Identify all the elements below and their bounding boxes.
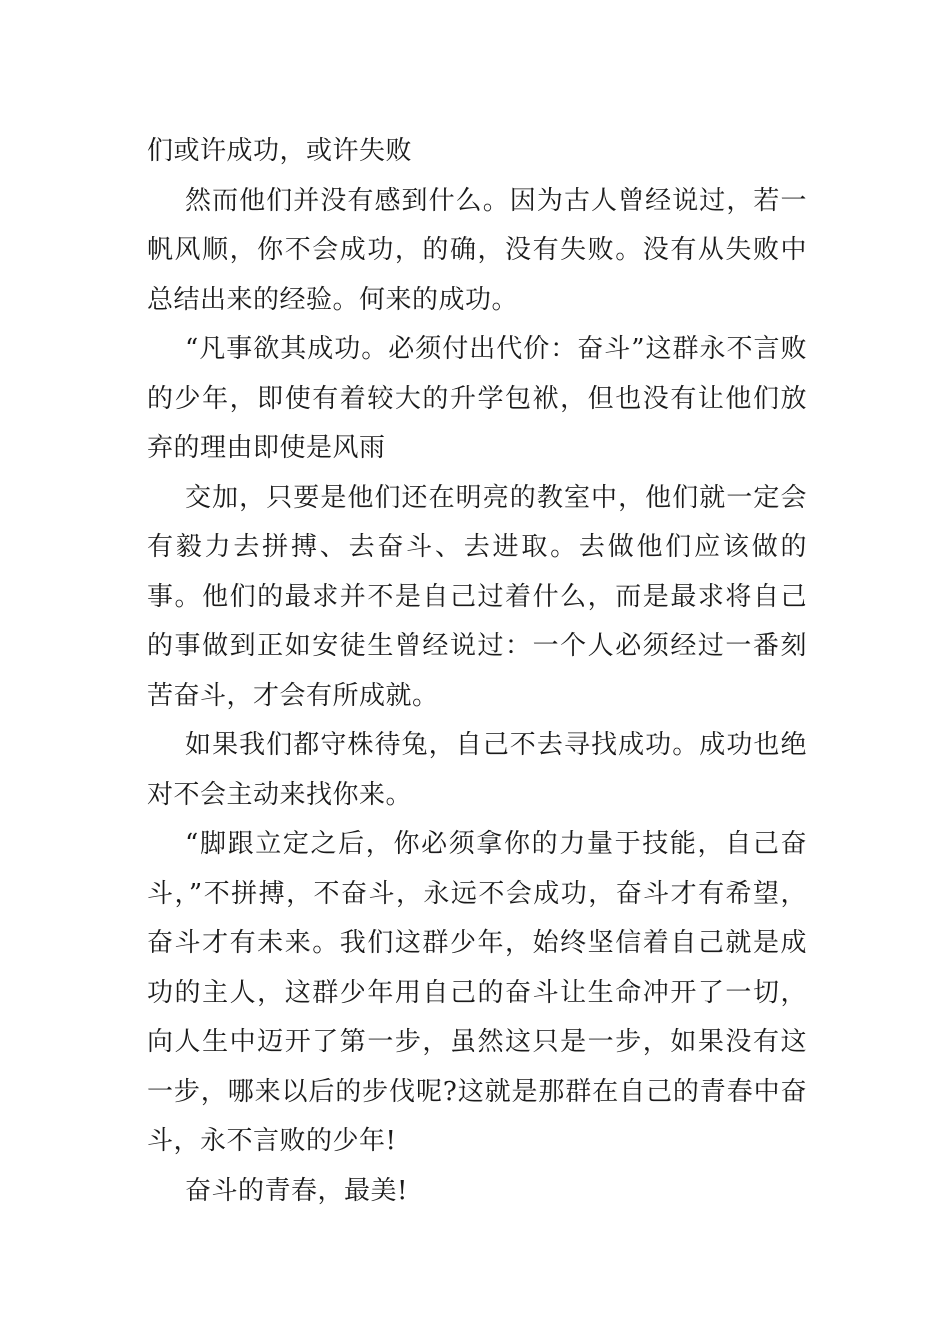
document-body	[147, 127, 807, 1216]
paragraph-7: 奋斗的青春，最美!	[185, 1175, 408, 1206]
paragraph-5: 如果我们都守株待兔，自己不去寻找成功。成功也绝对不会主动来找你来。	[147, 730, 807, 810]
paragraph-2: 然而他们并没有感到什么。因为古人曾经说过，若一帆风顺，你不会成功，的确，没有失败。没有从失败中总结出来的经验。何来的成功。	[147, 185, 807, 315]
paragraph-1: 们或许成功，或许失败	[147, 136, 413, 166]
paragraph-6: “脚跟立定之后，你必须拿你的力量于技能，自己奋斗，”不拼搏，不奋斗，永远不会成功，奋斗才有希望，奋斗才有未来。我们这群少年，始终坚信着自己就是成功的主人，这群少年用自己的奋斗让生命冲开了一切，向人生中迈开了第一步，虽然这只是一步，如果没有这一步，哪来以后的步伐呢?这就是那群在自己的青春中奋斗，永不言败的少年!	[147, 829, 807, 1156]
paragraph-3: “凡事欲其成功。必须付出代价：奋斗”这群永不言败的少年，即使有着较大的升学包袱，但也没有让他们放弃的理由即使是风雨	[147, 334, 807, 463]
paragraph-4: 交加，只要是他们还在明亮的教室中，他们就一定会有毅力去拼搏、去奋斗、去进取。去做他们应该做的事。他们的最求并不是自己过着什么，而是最求将自己的事做到正如安徒生曾经说过：一个人必须经过一番刻苦奋斗，才会有所成就。	[147, 482, 807, 711]
